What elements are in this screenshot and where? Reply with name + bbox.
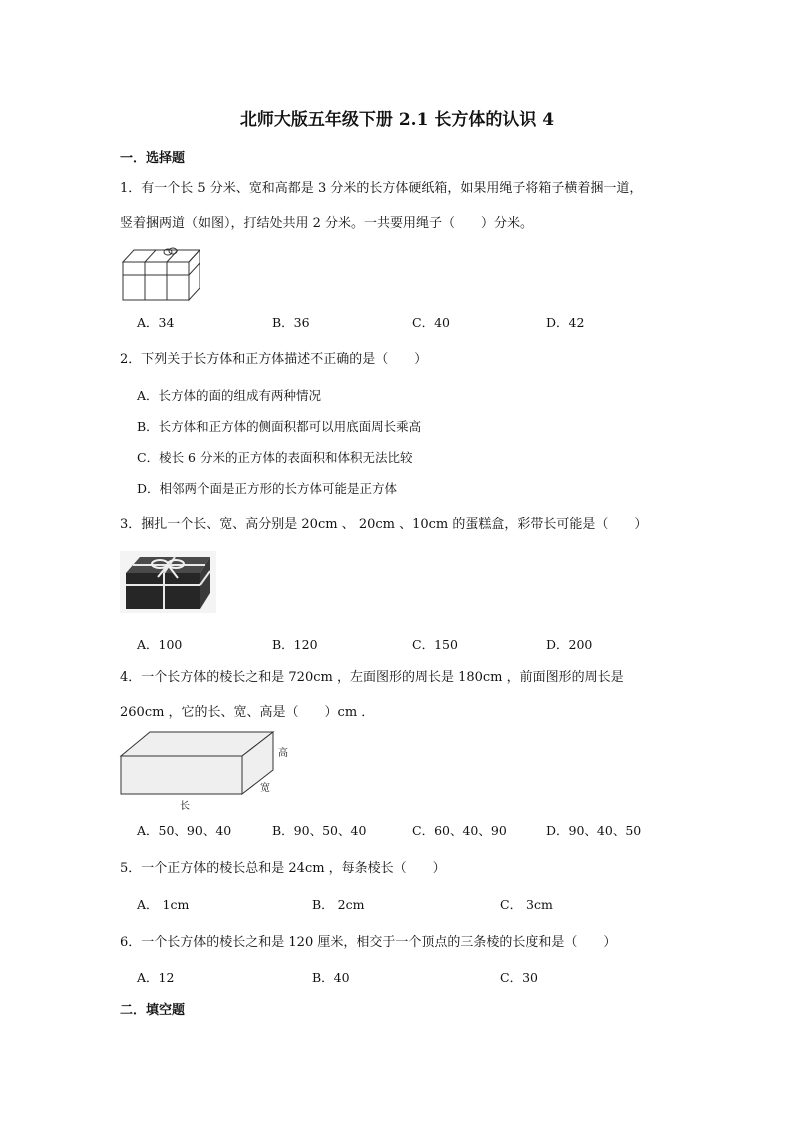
q1-option-d[interactable]: D．42 [546, 315, 585, 330]
q4-option-c[interactable]: C．60、40、90 [412, 823, 507, 838]
q2-option-d[interactable]: D．相邻两个面是正方形的长方体可能是正方体 [137, 481, 398, 496]
cake-box-photo [120, 551, 216, 613]
question-5-line-1: 5．一个正方体的棱长总和是 24cm ，每条棱长（ ） [120, 861, 446, 876]
question-4-line-1: 4．一个长方体的棱长之和是 720cm ，左面图形的周长是 180cm ，前面图形的周长是 [120, 670, 624, 685]
q5-option-b[interactable]: B． 2cm [312, 897, 365, 912]
section-heading-fill: 二．填空题 [120, 1003, 186, 1018]
q3-option-d[interactable]: D．200 [546, 637, 593, 652]
length-label: 长 [180, 801, 190, 812]
question-6-line-1: 6．一个长方体的棱长之和是 120 厘米，相交于一个顶点的三条棱的长度和是（ ） [120, 935, 617, 950]
height-label: 高 [278, 748, 288, 759]
q2-option-a[interactable]: A．长方体的面的组成有两种情况 [137, 388, 322, 403]
question-3-line-1: 3．捆扎一个长、宽、高分别是 20cm 、 20cm 、10cm 的蛋糕盒，彩带长可能是（ ） [120, 517, 648, 532]
q6-option-a[interactable]: A．12 [137, 970, 175, 985]
question-1-line-1: 1．有一个长 5 分米、宽和高都是 3 分米的长方体硬纸箱，如果用绳子将箱子横着捆一道， [120, 181, 643, 196]
cuboid-figure [118, 728, 293, 813]
tied-box-figure [120, 242, 200, 302]
q2-option-c[interactable]: C．棱长 6 分米的正方体的表面积和体积无法比较 [137, 450, 413, 465]
q5-option-a[interactable]: A． 1cm [137, 897, 190, 912]
q4-option-d[interactable]: D．90、40、50 [546, 823, 642, 838]
q1-option-a[interactable]: A．34 [137, 315, 175, 330]
q4-option-b[interactable]: B．90、50、40 [272, 823, 367, 838]
q3-option-a[interactable]: A．100 [137, 637, 183, 652]
q5-option-c[interactable]: C． 3cm [500, 897, 553, 912]
q1-option-c[interactable]: C．40 [412, 315, 450, 330]
q2-option-b[interactable]: B．长方体和正方体的侧面积都可以用底面周长乘高 [137, 419, 422, 434]
q1-option-b[interactable]: B．36 [272, 315, 310, 330]
question-1-line-2: 竖着捆两道（如图），打结处共用 2 分米。一共要用绳子（ ）分米。 [120, 216, 534, 231]
section-heading-choice: 一．选择题 [120, 151, 186, 166]
question-2-line-1: 2．下列关于长方体和正方体描述不正确的是（ ） [120, 352, 428, 367]
q6-option-b[interactable]: B．40 [312, 970, 350, 985]
q3-option-b[interactable]: B．120 [272, 637, 318, 652]
q4-option-a[interactable]: A．50、90、40 [137, 823, 232, 838]
q6-option-c[interactable]: C．30 [500, 970, 538, 985]
question-4-line-2: 260cm ，它的长、宽、高是（ ）cm ． [120, 705, 375, 720]
width-label: 宽 [260, 783, 270, 794]
q3-option-c[interactable]: C．150 [412, 637, 458, 652]
page-title: 北师大版五年级下册 2.1 长方体的认识 4 [239, 110, 555, 130]
